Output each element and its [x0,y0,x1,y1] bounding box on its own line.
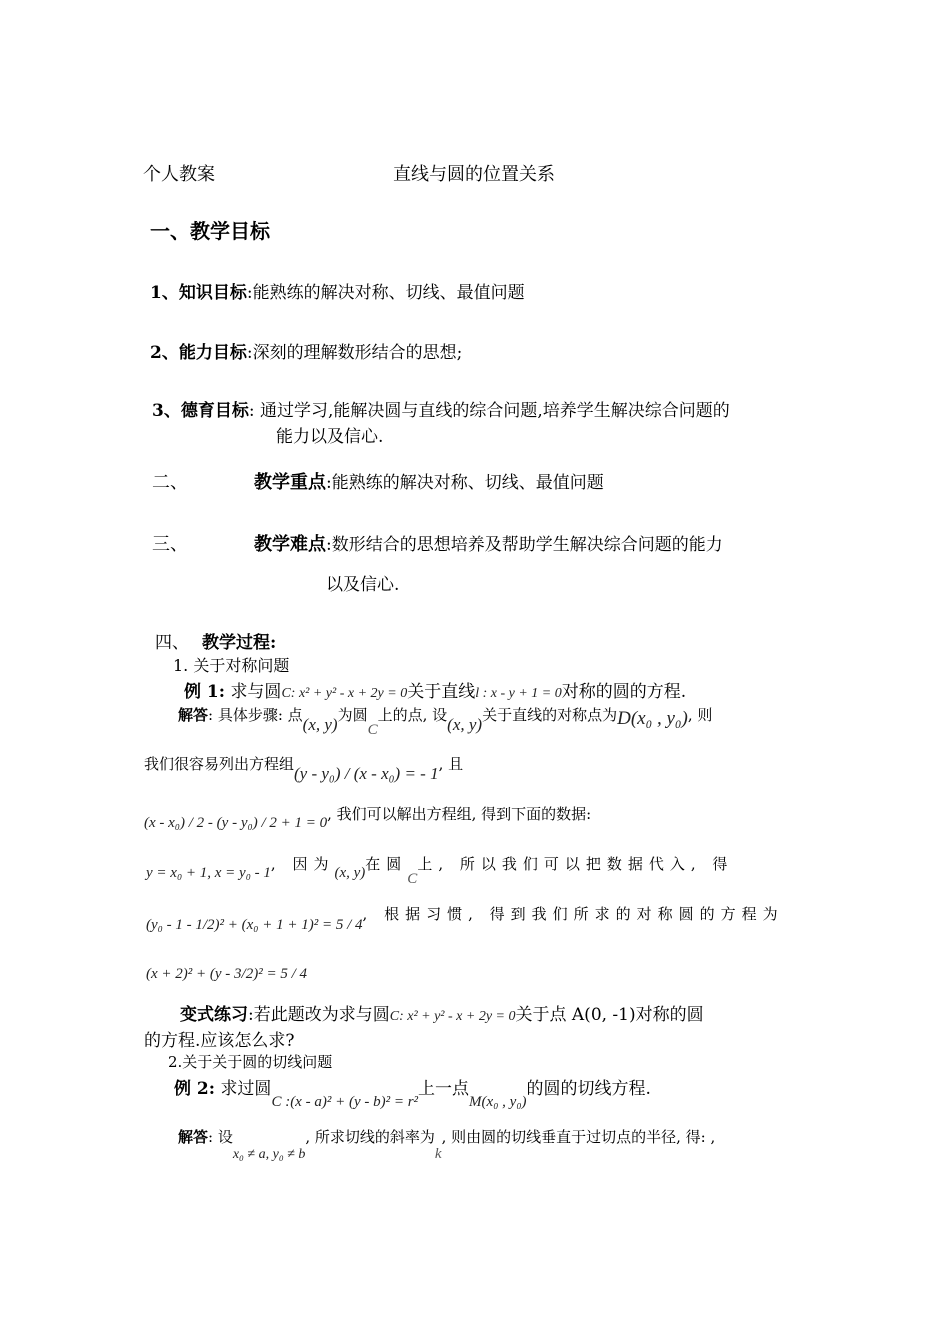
answer1-line2 [144,753,464,783]
variant-circle-equation: C: x² + y² - x + 2y = 0 [389,1009,516,1024]
answer1-text: : 具体步骤: 点 [208,706,303,724]
answer2-text: , 则由圆的切线垂直于过切点的半径, 得: , [441,1128,716,1146]
equation-substituted: (y₀ - 1 - 1/2)² + (x₀ + 1 + 1)² = 5 / 4 [146,917,363,933]
point-xy: (x, y) [447,715,483,734]
goal1-text: :能熟练的解决对称、切线、最值问题 [246,283,525,303]
answer1-text: , 因为 [270,855,335,873]
circle-c: C [367,722,378,738]
section2-num: 二、 [152,472,188,493]
answer1-text: 在圆 [365,855,408,873]
equation-slope: (y - y₀) / (x - x₀) = - 1 [294,764,439,783]
answer1-text: 上的点, 设 [377,706,448,724]
page-title: 直线与圆的位置关系 [393,164,555,185]
answer1-line6 [146,963,307,983]
goal2-text: :深刻的理解数形结合的思想; [246,343,463,363]
point-xy: (x, y) [334,865,366,881]
section2-text: :能熟练的解决对称、切线、最值问题 [326,473,604,493]
goal3 [152,396,730,421]
ex1-label: 例 1: [184,682,226,702]
section2-label: 教学重点 [254,472,326,493]
answer2-line1 [178,1126,716,1162]
equation-midpoint: (x - x₀) / 2 - (y - y₀) / 2 + 1 = 0 [144,815,328,831]
section3 [254,530,723,556]
ex1-line-equation: l : x - y + 1 = 0 [475,686,562,701]
ex2-label: 例 2: [174,1079,216,1099]
example1 [184,677,686,702]
topic1-heading: 1. 关于对称问题 [173,656,290,675]
circle-c: C [407,871,418,887]
answer2-text: : 设 [208,1128,233,1146]
goal2-label: 2、能力目标 [150,343,247,363]
ex2-text: 上一点 [418,1079,470,1099]
section4-heading: 教学过程: [202,633,277,653]
answer2-label: 解答 [178,1128,209,1146]
ex1-text-a: 求与圆 [230,682,282,702]
answer1-text: 上, 所以我们可以把数据代入, 得 [417,855,734,873]
answer2-text: , 所求切线的斜率为 [305,1128,435,1146]
variant-text-line2: 的方程.应该怎么求? [144,1031,295,1051]
point-xy: (x, y) [302,715,338,734]
section3-text-line1: :数形结合的思想培养及帮助学生解决综合问题的能力 [326,535,723,555]
answer1-text: , 根据习惯, 得到我们所求的对称圆的方程为 [362,905,784,923]
variant-exercise [180,1000,704,1025]
answer1-text: 我们很容易列出方程组 [144,755,295,773]
goal1-label: 1、知识目标 [150,283,247,303]
section1-heading: 一、教学目标 [150,219,270,243]
goal3-label: 3、德育目标 [152,401,249,421]
ex2-circle-equation: C :(x - a)² + (y - b)² = r² [271,1094,419,1110]
ex1-text-c: 对称的圆的方程. [561,682,687,702]
equation-result: (x + 2)² + (y - 3/2)² = 5 / 4 [146,966,307,982]
topic2-heading: 2.关于关于圆的切线问题 [168,1053,333,1071]
answer1-line1 [178,704,713,738]
ex2-point-m: M(x₀ , y₀) [469,1094,527,1110]
section2 [254,468,604,494]
example2 [174,1074,651,1110]
point-d: D(x₀ , y₀) [617,708,688,729]
goal2 [150,338,462,363]
header-left: 个人教案 [143,164,215,185]
condition: x₀ ≠ a, y₀ ≠ b [232,1147,306,1162]
answer1-text: , 我们可以解出方程组, 得到下面的数据: [327,805,592,823]
goal3-text-line1: : 通过学习,能解决圆与直线的综合问题,培养学生解决综合问题的 [248,401,730,421]
answer1-label: 解答 [178,706,209,724]
ex2-text: 求过圆 [220,1079,272,1099]
section3-num: 三、 [152,534,188,555]
variant-text: :若此题改为求与圆 [248,1005,390,1025]
variant-text: 关于点 A(0, -1)对称的圆 [515,1005,704,1025]
ex2-text: 的圆的切线方程. [526,1079,651,1099]
equation-substitution: y = x₀ + 1, x = y₀ - 1 [146,865,271,881]
answer1-text: 为圆 [337,706,368,724]
ex1-text-b: 关于直线 [407,682,476,702]
answer1-line5 [146,903,784,933]
slope-k: k [434,1146,442,1162]
answer1-line4 [146,853,734,887]
section3-text-line2: 以及信心. [326,575,400,595]
section4-num: 四、 [155,633,189,653]
goal1 [150,278,525,303]
answer1-line3 [144,803,592,831]
ex1-circle-equation: C: x² + y² - x + 2y = 0 [281,686,408,701]
goal3-text-line2: 能力以及信心. [276,427,384,447]
answer1-text: 关于直线的对称点为 [482,706,618,724]
section3-label: 教学难点 [254,534,326,555]
answer1-text: , 则 [687,706,713,724]
answer1-text: , 且 [438,755,464,773]
variant-label: 变式练习 [180,1005,248,1025]
